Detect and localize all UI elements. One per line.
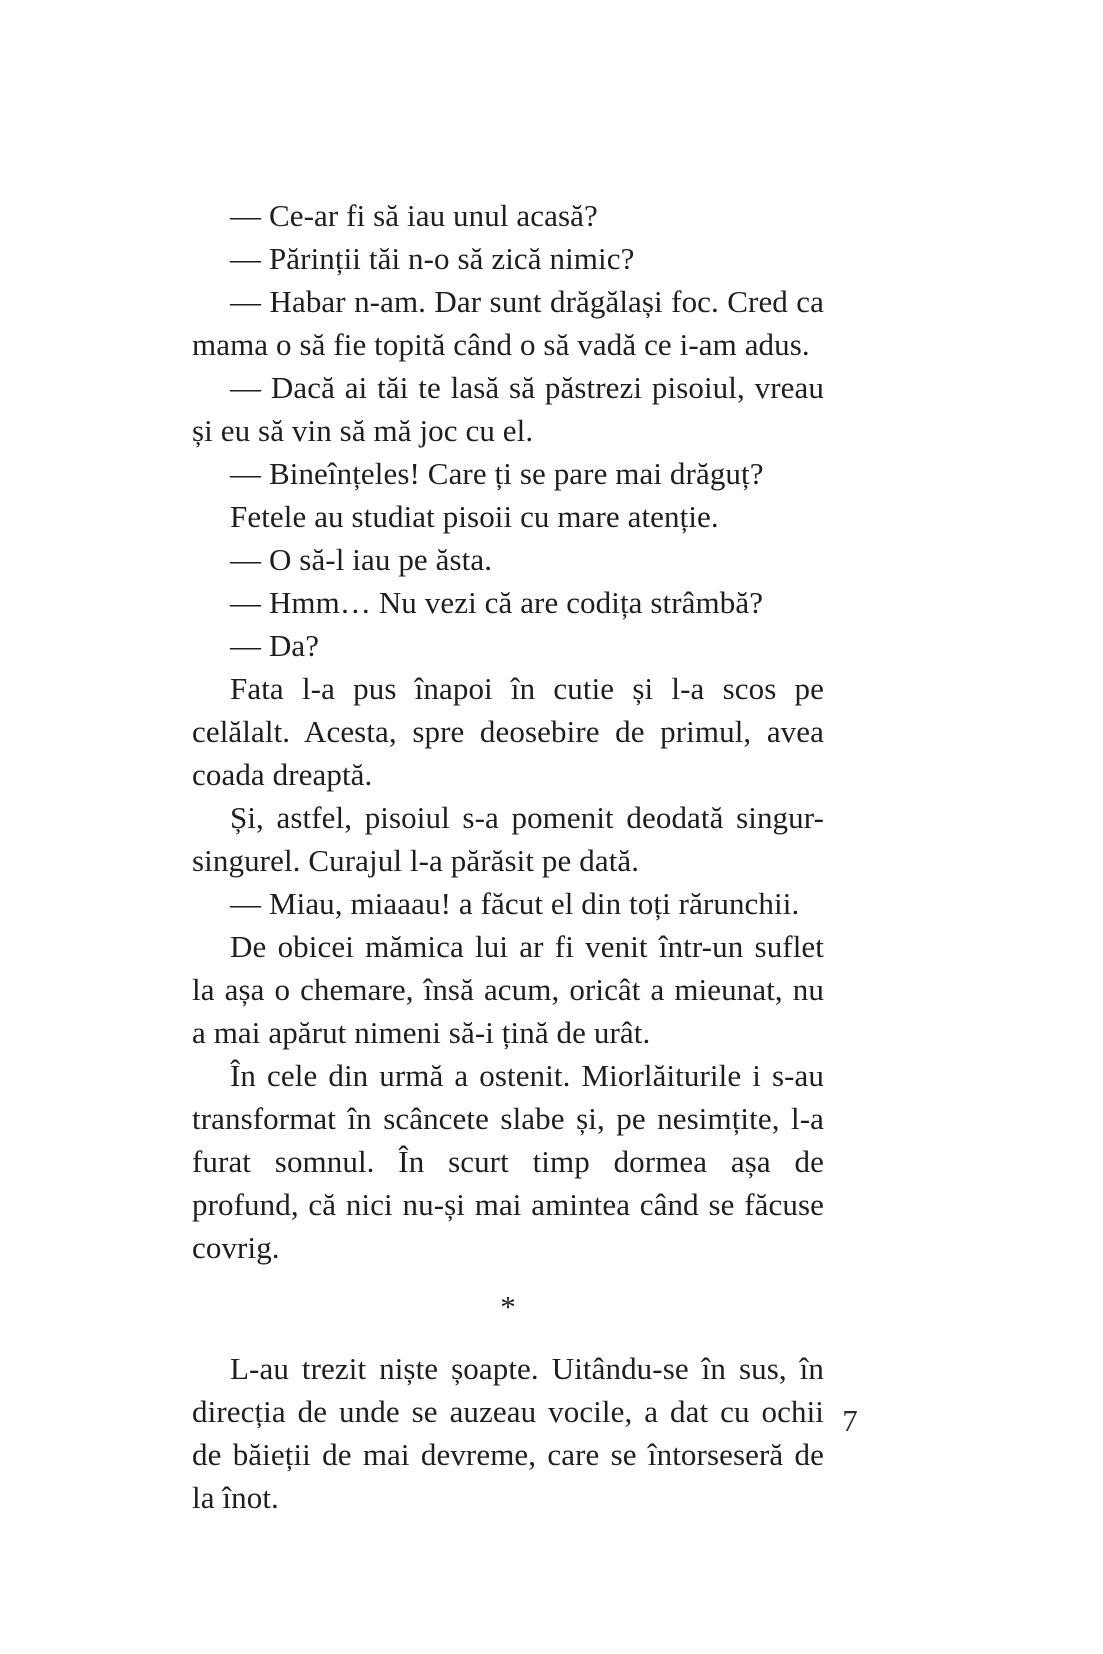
paragraph-dialog: — Părinții tăi n-o să zică nimic? <box>230 241 635 276</box>
paragraph-dialog: — Da? <box>230 628 320 663</box>
paragraph-dialog: — Hmm… Nu vezi că are codița strâmbă? <box>230 585 764 620</box>
paragraph-dialog: — O să-l iau pe ăsta. <box>230 542 493 577</box>
paragraph-narration: De obicei mămica lui ar fi venit într-un suflet la așa o chemare, însă acum, oricât a mieunat, nu a mai apărut nimeni să-i țină de urât. <box>192 929 824 1050</box>
paragraph-dialog: — Bineînțeles! Care ți se pare mai drăguț? <box>230 456 764 491</box>
text-block <box>192 194 824 1519</box>
paragraph-narration: L-au trezit niște șoapte. Uitându-se în sus, în direcția de unde se auzeau vocile, a dat cu ochii de băieții de mai devreme, care se întorseseră de la înot. <box>192 1351 824 1515</box>
paragraph-dialog: — Ce-ar fi să iau unul acasă? <box>230 198 598 233</box>
paragraph-dialog: — Habar n-am. Dar sunt drăgălași foc. Cred ca mama o să fie topită când o să vadă ce i-am adus. <box>192 284 824 362</box>
paragraph-narration: În cele din urmă a ostenit. Miorlăiturile i s-au transformat în scâncete slabe și, pe nesimțite, l-a furat somnul. În scurt timp dormea așa de profund, că nici nu-și mai amintea când se făcuse covrig. <box>192 1058 824 1265</box>
paragraph-narration: Și, astfel, pisoiul s-a pomenit deodată singur-singurel. Curajul l-a părăsit pe dată. <box>192 800 824 878</box>
section-separator-asterisk: * <box>500 1289 516 1324</box>
paragraph-dialog: — Miau, miaaau! a făcut el din toți rărunchii. <box>230 886 800 921</box>
paragraph-dialog: — Dacă ai tăi te lasă să păstrezi pisoiul, vreau și eu să vin să mă joc cu el. <box>192 370 824 448</box>
paragraph-narration: Fetele au studiat pisoii cu mare atenție. <box>230 499 719 534</box>
page-number: 7 <box>842 1403 858 1438</box>
paragraph-narration: Fata l-a pus înapoi în cutie și l-a scos pe celălalt. Acesta, spre deosebire de primul, avea coada dreaptă. <box>192 671 824 792</box>
